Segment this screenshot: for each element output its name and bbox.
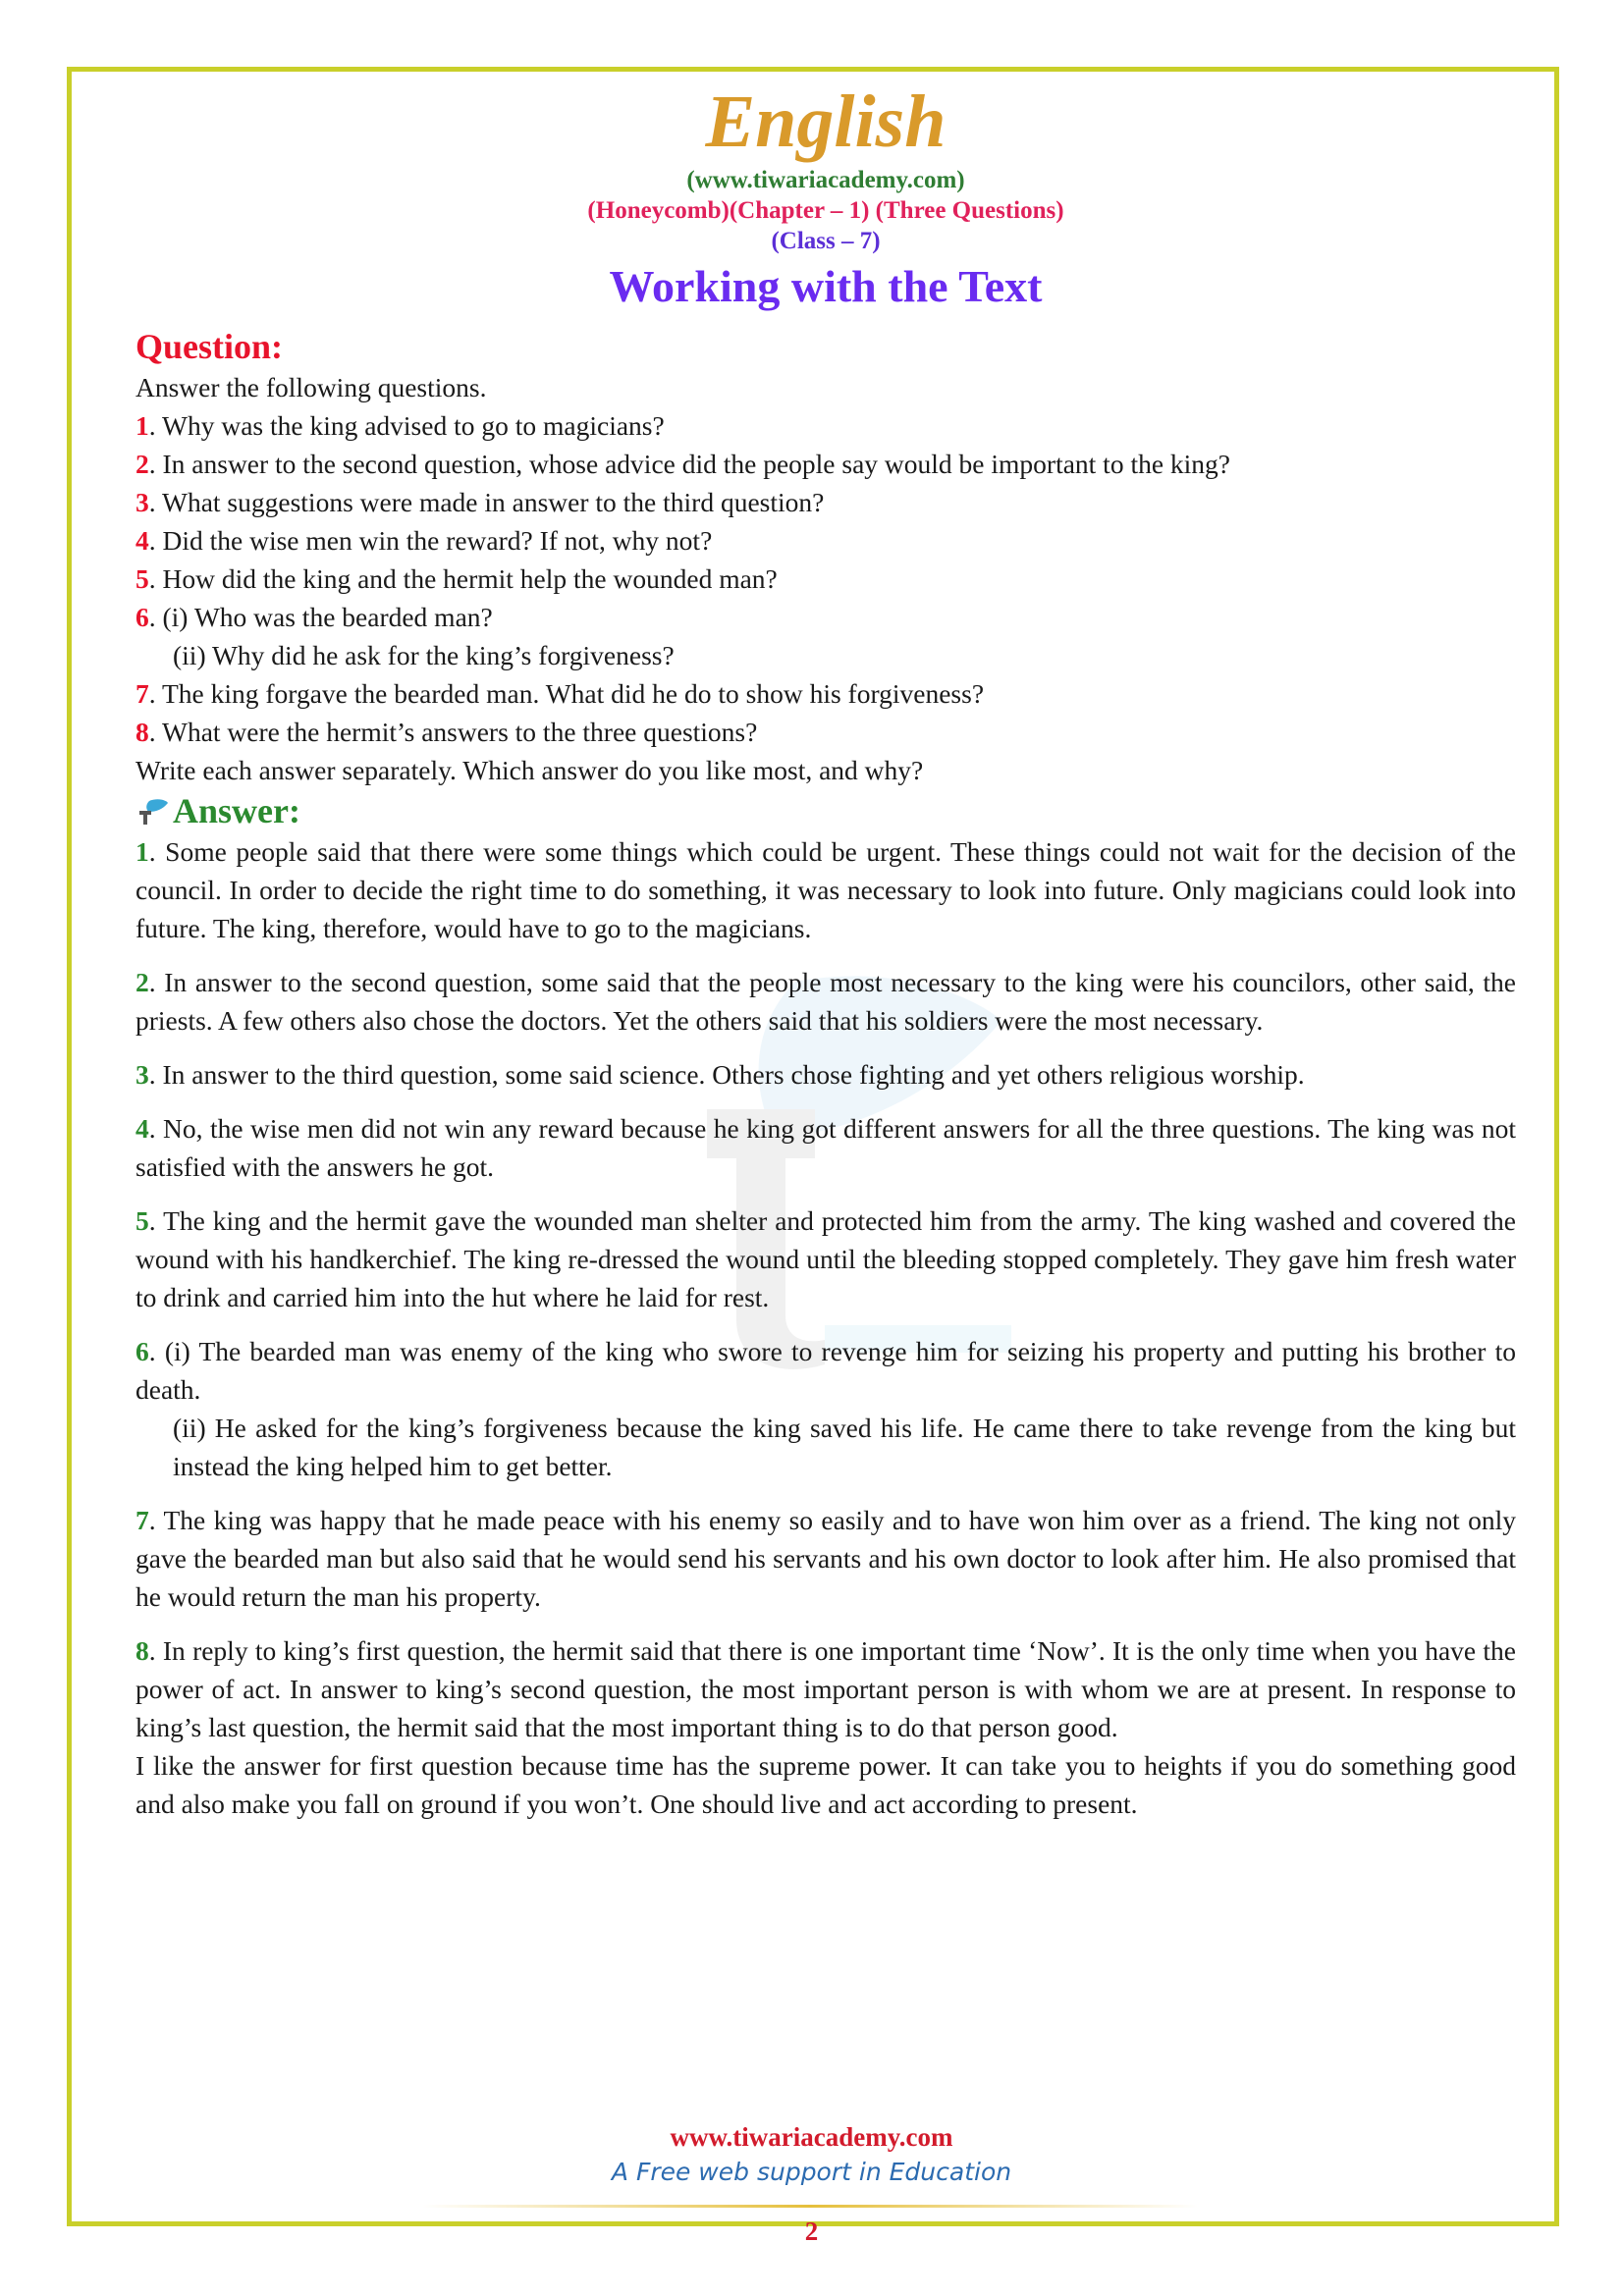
answer-text: . The king and the hermit gave the wounded man shelter and protected him from the army. The king washed and covered the wound with his handkerchief. The king re-dressed the wound until the bleeding stopped completely. They gave him fresh water to drink and carried him into the hut where he laid for rest. — [135, 1205, 1516, 1312]
question-item — [135, 598, 1516, 636]
question-text: . How did the king and the hermit help the wounded man? — [148, 563, 778, 594]
question-text: . Why was the king advised to go to magicians? — [148, 410, 665, 441]
answer-text: . Some people said that there were some things which could be urgent. These things could not wait for the decision of the council. In order to decide the right time to do something, it was necessary to look into future. Only magicians could look into future. The king, therefore, would have to go to the magicians. — [135, 836, 1516, 943]
answer-number: 2 — [135, 967, 149, 997]
answer-item — [135, 1501, 1516, 1616]
question-closing: Write each answer separately. Which answer do you like most, and why? — [135, 755, 924, 785]
answer-number: 1 — [135, 836, 149, 867]
question-item — [135, 483, 1516, 521]
answer-number: 4 — [135, 1113, 149, 1144]
answer-item — [135, 963, 1516, 1040]
question-text: . What were the hermit’s answers to the three questions? — [148, 717, 758, 747]
answer-text: . In answer to the third question, some said science. Others chose fighting and yet others religious worship. — [148, 1059, 1305, 1090]
question-text: . In answer to the second question, whose advice did the people say would be important to the king? — [148, 449, 1231, 479]
question-number: 3 — [135, 487, 149, 517]
answer-item — [135, 832, 1516, 947]
footer-tagline: A Free web support in Education — [611, 2158, 1012, 2186]
tiwari-logo-icon — [135, 797, 169, 827]
answer-text: . The king was happy that he made peace with his enemy so easily and to have won him over as a friend. The king not only gave the bearded man but also said that he would send his servants and his own doctor to look after him. He also promised that he would return the man his property. — [135, 1505, 1516, 1612]
question-number: 1 — [135, 410, 149, 441]
footer-url: www.tiwariacademy.com — [670, 2122, 953, 2152]
page-content — [135, 79, 1516, 1839]
question-intro: Answer the following questions. — [135, 372, 487, 402]
answer-item — [135, 1332, 1516, 1485]
question-text: . Did the wise men win the reward? If not, why not? — [148, 525, 713, 556]
question-number: 7 — [135, 678, 149, 709]
page-number: 2 — [804, 2216, 819, 2246]
page-header — [135, 79, 1516, 317]
subject-title: English — [705, 80, 947, 163]
answer-text: . (i) The bearded man was enemy of the king who swore to revenge him for seizing his property and putting his brother to death. — [135, 1336, 1516, 1405]
answer-heading-row — [135, 789, 1516, 832]
question-text: . The king forgave the bearded man. What did he do to show his forgiveness? — [148, 678, 985, 709]
question-text: . (i) Who was the bearded man? — [148, 602, 493, 632]
answer-item — [135, 1055, 1516, 1094]
section-title: Working with the Text — [609, 261, 1043, 311]
answer-number: 6 — [135, 1336, 149, 1366]
answer-number: 8 — [135, 1635, 149, 1666]
question-number: 5 — [135, 563, 149, 594]
answer-number: 3 — [135, 1059, 149, 1090]
question-number: 2 — [135, 449, 149, 479]
header-site: (www.tiwariacademy.com) — [686, 167, 965, 193]
answer-text: . No, the wise men did not win any reward because he king got different answers for all the three questions. The king was not satisfied with the answers he got. — [135, 1113, 1516, 1182]
answer-text: . In answer to the second question, some said that the people most necessary to the king were his councilors, other said, the priests. A few others also chose the doctors. Yet the others said that his soldiers were the most necessary. — [135, 967, 1516, 1036]
question-text: (ii) Why did he ask for the king’s forgiveness? — [173, 640, 675, 670]
question-text: . What suggestions were made in answer to the third question? — [148, 487, 825, 517]
answer-opinion: I like the answer for first question because time has the supreme power. It can take you to heights if you do something good and also make you fall on ground if you won’t. One should live and act according to present. — [135, 1750, 1516, 1819]
question-item — [135, 713, 1516, 751]
question-heading: Question: — [135, 327, 284, 366]
answer-text: . In reply to king’s first question, the hermit said that there is one important time ‘Now’. It is the only time when you have the power of act. In answer to king’s second question, the most important person is with whom we are at present. In response to king’s last question, the hermit said that the most important thing is to do that person good. — [135, 1635, 1516, 1742]
answer-subpart: (ii) He asked for the king’s forgiveness because the king saved his life. He came there to take revenge from the king but instead the king helped him to get better. — [173, 1413, 1516, 1481]
question-item — [135, 521, 1516, 560]
question-item — [135, 636, 1516, 674]
answer-item — [135, 1631, 1516, 1823]
class-info: (Class – 7) — [771, 228, 881, 254]
footer-divider — [422, 2205, 1198, 2208]
answer-number: 7 — [135, 1505, 149, 1535]
answer-item — [135, 1109, 1516, 1186]
question-number: 4 — [135, 525, 149, 556]
chapter-info: (Honeycomb)(Chapter – 1) (Three Questions) — [587, 197, 1064, 224]
question-item — [135, 674, 1516, 713]
question-item — [135, 445, 1516, 483]
question-item — [135, 406, 1516, 445]
answer-item — [135, 1201, 1516, 1316]
question-number: 8 — [135, 717, 149, 747]
question-number: 6 — [135, 602, 149, 632]
answer-heading: Answer: — [173, 791, 300, 830]
answer-number: 5 — [135, 1205, 149, 1236]
question-item — [135, 560, 1516, 598]
